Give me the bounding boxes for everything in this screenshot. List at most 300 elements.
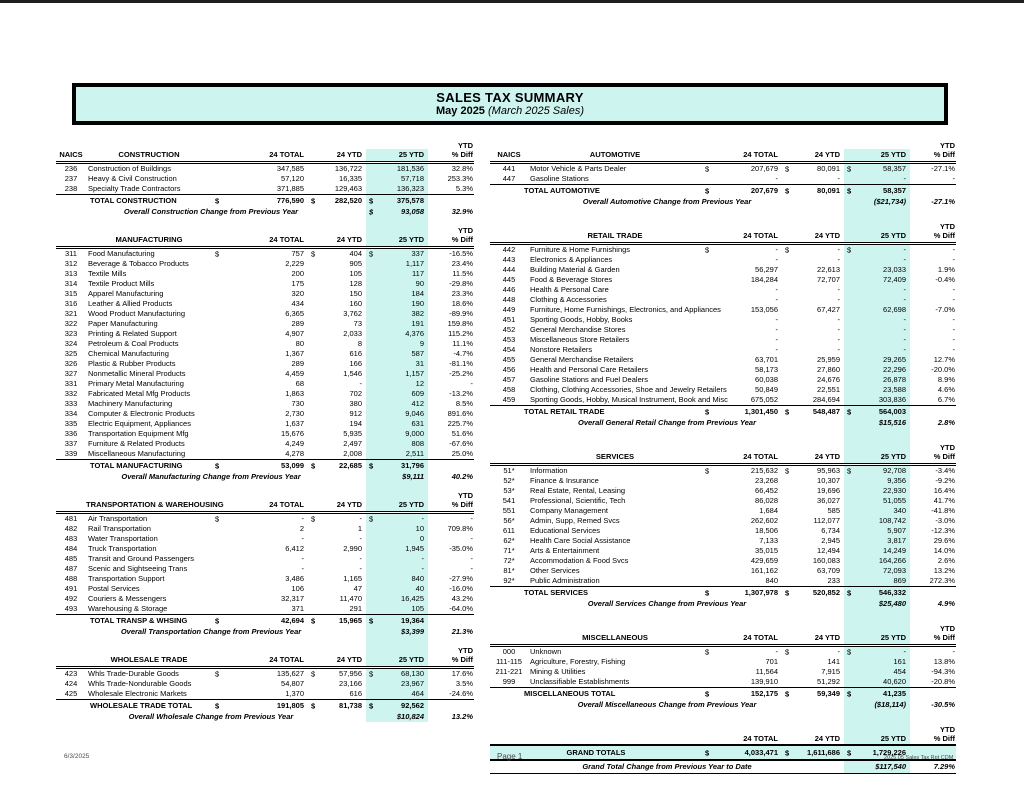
dollar-sign: $ — [215, 669, 220, 679]
value-24ytd-cell: - — [837, 174, 840, 184]
total-label-cell: WHOLESALE TRADE TOTAL — [56, 700, 212, 712]
value-25ytd-cell: $ 68,130 — [366, 668, 428, 680]
overall-change-value: $10,824 — [366, 711, 428, 722]
value-25ytd-cell: - — [366, 554, 428, 564]
col-header-24ytd: 24 YTD — [782, 230, 844, 244]
desc-cell: Building Material & Garden — [530, 265, 620, 275]
col-header-24ytd: 24 YTD — [308, 234, 366, 248]
window-top-edge — [0, 0, 1024, 3]
dollar-sign: $ — [847, 164, 852, 174]
value-24ytd-cell: 24,676 — [817, 375, 840, 385]
value-24total-cell: 23,268 — [755, 476, 778, 486]
spacer-cell — [490, 623, 844, 632]
section-title: AUTOMOTIVE — [528, 149, 702, 163]
naics-cell: 445 — [502, 275, 516, 285]
value-25ytd-cell: - — [366, 564, 428, 574]
highlight-band-cell — [366, 482, 428, 490]
pct-diff-cell: -16.0% — [449, 584, 473, 594]
section-header-row — [490, 230, 956, 244]
desc-cell: Truck Transportation — [88, 544, 157, 554]
section-title: SERVICES — [528, 451, 702, 465]
overall-change-value: ($18,114) — [844, 699, 910, 710]
total-25ytd-cell: $ 546,332 — [844, 587, 910, 599]
naics-cell: 326 — [64, 359, 78, 369]
naics-cell: 337 — [64, 439, 78, 449]
section-spacer-row — [490, 609, 956, 623]
total-24total-cell: $ 191,805 — [212, 700, 308, 712]
value-24ytd-cell: 73 — [353, 319, 362, 329]
naics-cell: 453 — [502, 335, 516, 345]
table-row — [56, 449, 474, 460]
table-row — [490, 506, 956, 516]
desc-cell: Beverage & Tobacco Products — [88, 259, 189, 269]
naics-cell: 447 — [502, 174, 516, 184]
dollar-sign: $ — [369, 669, 374, 679]
value-24ytd-cell: 12,494 — [817, 546, 840, 556]
overall-change-label: Overall Automotive Change from Previous Year — [582, 196, 752, 206]
table-row — [490, 174, 956, 185]
total-label-cell: TOTAL RETAIL TRADE — [490, 406, 702, 418]
pct-diff-cell: 272.3% — [929, 576, 955, 586]
desc-cell: Admin, Supp, Remed Svcs — [530, 516, 620, 526]
value-24ytd-cell: 912 — [349, 409, 362, 419]
dollar-sign: $ — [369, 195, 374, 205]
naics-cell: 211-221 — [495, 667, 523, 677]
table-row — [56, 419, 474, 429]
pct-diff-cell: 253.3% — [447, 174, 473, 184]
value-24ytd-cell: 585 — [827, 506, 840, 516]
table-row — [56, 248, 474, 260]
dollar-sign: $ — [847, 587, 852, 597]
value-24total-cell: 371 — [291, 604, 304, 614]
value-24ytd-cell: 10,307 — [817, 476, 840, 486]
desc-cell: Unknown — [530, 647, 562, 657]
value-24ytd-cell: 19,696 — [817, 486, 840, 496]
pct-diff-cell: 8.5% — [455, 399, 473, 409]
desc-cell: General Merchandise Retailers — [530, 355, 634, 365]
naics-cell: 455 — [502, 355, 516, 365]
value-24total-cell: 68 — [295, 379, 304, 389]
value-25ytd-cell: $ 337 — [366, 248, 428, 260]
desc-cell: Clothing & Accessories — [530, 295, 607, 305]
table-row — [56, 594, 474, 604]
value-25ytd-cell: - — [844, 174, 910, 185]
naics-cell: 492 — [64, 594, 78, 604]
value-25ytd-cell: - — [844, 285, 910, 295]
pct-diff-cell: 891.6% — [447, 409, 473, 419]
value-25ytd-cell: - — [844, 295, 910, 305]
spacer-cell — [910, 428, 956, 442]
col-header-24total: 24 TOTAL — [212, 234, 308, 248]
col-header-25ytd: 25 YTD — [844, 149, 910, 163]
pct-diff-cell: 4.6% — [937, 385, 955, 395]
dollar-sign: $ — [847, 466, 852, 476]
overall-change-pct: 32.9% — [451, 206, 473, 216]
value-24ytd-cell: 160,083 — [812, 556, 840, 566]
table-row — [56, 329, 474, 339]
value-24ytd-cell: 284,694 — [812, 395, 840, 405]
naics-column-header — [56, 654, 86, 668]
desc-cell: Unclassifiable Establishments — [530, 677, 630, 687]
pct-diff-cell: 11.5% — [452, 269, 473, 279]
value-24ytd-cell: - — [837, 325, 840, 335]
desc-cell: Other Services — [530, 566, 580, 576]
pct-diff-cell: -13.2% — [449, 389, 473, 399]
naics-cell: 484 — [64, 544, 78, 554]
table-row — [490, 285, 956, 295]
value-24ytd-cell: 47 — [353, 584, 362, 594]
pct-diff-cell: 16.4% — [933, 486, 955, 496]
total-pct-cell — [910, 406, 956, 418]
col-header-24total: 24 TOTAL — [702, 632, 782, 646]
table-row — [490, 667, 956, 677]
report-sales-period: (March 2025 Sales) — [484, 105, 584, 117]
value-24ytd-cell: 233 — [827, 576, 840, 586]
desc-cell: Miscellaneous Store Retailers — [530, 335, 630, 345]
total-pct-cell — [428, 700, 474, 712]
naics-cell: 452 — [502, 325, 516, 335]
naics-cell: 334 — [64, 409, 78, 419]
pct-diff-cell: 25.0% — [451, 449, 473, 459]
naics-cell: 448 — [502, 295, 516, 305]
pct-diff-cell: 23.4% — [451, 259, 473, 269]
spacer-cell — [490, 207, 844, 221]
spacer-cell — [56, 637, 366, 645]
naics-cell: 441 — [502, 164, 516, 174]
value-25ytd-cell: 22,930 — [844, 486, 910, 496]
pct-diff-cell: 6.7% — [937, 395, 955, 405]
table-row — [56, 379, 474, 389]
value-25ytd-cell: 51,055 — [844, 496, 910, 506]
col-header-25ytd: 25 YTD — [844, 451, 910, 465]
section-spacer-row — [56, 637, 474, 645]
col-header-24total: 24 TOTAL — [212, 499, 308, 513]
value-25ytd-cell: 808 — [366, 439, 428, 449]
table-row — [490, 677, 956, 688]
value-24total-cell: 701 — [765, 657, 778, 667]
value-24total-cell: - — [775, 174, 778, 184]
naics-cell: 311 — [65, 249, 77, 259]
value-24total-cell: 2 — [299, 524, 304, 534]
total-label-cell: TOTAL MANUFACTURING — [56, 460, 212, 472]
ytd-label-cell: YTD — [940, 140, 955, 150]
naics-cell: 451 — [502, 315, 516, 325]
desc-cell: Public Administration — [530, 576, 600, 586]
section-spacer-row — [56, 482, 474, 490]
desc-cell: Rail Transportation — [88, 524, 151, 534]
dollar-sign: $ — [705, 747, 710, 757]
value-25ytd-cell: 108,742 — [844, 516, 910, 526]
value-25ytd-cell: 10 — [366, 524, 428, 534]
value-24ytd-cell: 16,335 — [339, 174, 362, 184]
highlight-band-cell — [366, 217, 428, 225]
naics-column-header — [56, 499, 86, 513]
naics-cell: 323 — [64, 329, 78, 339]
section-title: MISCELLANEOUS — [528, 632, 702, 646]
naics-cell: 237 — [64, 174, 78, 184]
highlight-band-cell — [366, 225, 428, 234]
value-25ytd-cell: - — [844, 345, 910, 355]
desc-cell: Food Manufacturing — [88, 249, 155, 259]
pct-diff-cell: - — [470, 534, 473, 544]
value-24ytd-cell: - — [359, 554, 362, 564]
desc-cell: Accommodation & Food Svcs — [530, 556, 629, 566]
col-header-24ytd: 24 YTD — [308, 149, 366, 163]
naics-cell: 443 — [502, 255, 516, 265]
value-24ytd-cell: - — [837, 255, 840, 265]
value-24ytd-cell: - — [837, 345, 840, 355]
section-spacer-row — [490, 428, 956, 442]
table-row — [56, 668, 474, 680]
total-25ytd-cell: $ 564,003 — [844, 406, 910, 418]
pct-diff-cell: 159.8% — [447, 319, 473, 329]
total-row — [490, 587, 956, 599]
total-pct-cell — [428, 195, 474, 207]
value-25ytd-cell: 164,266 — [844, 556, 910, 566]
value-25ytd-cell: 1,117 — [366, 259, 428, 269]
pct-diff-cell: 225.7% — [447, 419, 473, 429]
grand-change-row — [490, 760, 956, 774]
value-25ytd-cell: 840 — [366, 574, 428, 584]
desc-cell: Warehousing & Storage — [88, 604, 168, 614]
dollar-sign: $ — [705, 466, 710, 476]
value-24total-cell: 320 — [291, 289, 304, 299]
total-25ytd-cell: $ 92,562 — [366, 700, 428, 712]
value-24total-cell: 675,052 — [750, 395, 778, 405]
total-24ytd-cell: $ 80,091 — [782, 185, 844, 197]
value-24total-cell: 2,229 — [285, 259, 304, 269]
total-25ytd-cell: $ 58,357 — [844, 185, 910, 197]
overall-change-value: ($21,734) — [844, 196, 910, 207]
desc-cell: Transit and Ground Passengers — [88, 554, 195, 564]
table-row — [56, 359, 474, 369]
table-row — [490, 375, 956, 385]
spacer-cell — [490, 221, 844, 230]
pct-diff-cell: 709.8% — [447, 524, 473, 534]
spacer-cell — [490, 442, 844, 451]
table-row — [490, 465, 956, 477]
naics-cell: 456 — [502, 365, 516, 375]
desc-cell: Sporting Goods, Hobby, Musical Instrument, Book and Misc — [530, 395, 728, 405]
footer-date: 6/3/2025 — [64, 753, 90, 760]
ytd-label-cell: YTD — [940, 221, 955, 231]
grand-totals-label: GRAND TOTALS — [490, 745, 702, 760]
table-row — [56, 349, 474, 359]
desc-cell: Plastic & Rubber Products — [88, 359, 176, 369]
naics-cell: 333 — [64, 399, 78, 409]
value-24ytd-cell: 905 — [349, 259, 362, 269]
value-25ytd-cell: 869 — [844, 576, 910, 587]
total-row — [56, 195, 474, 207]
value-24total-cell: 1,684 — [759, 506, 778, 516]
value-24total-cell: - — [775, 285, 778, 295]
overall-change-pct: 13.2% — [451, 711, 473, 721]
pct-diff-cell: -25.2% — [449, 369, 473, 379]
table-row — [56, 309, 474, 319]
naics-cell: 315 — [64, 289, 78, 299]
dollar-sign: $ — [847, 245, 852, 255]
pct-diff-cell: -24.6% — [449, 689, 473, 699]
naics-cell: 425 — [64, 689, 78, 699]
footer-page-number: Page 1 — [497, 752, 523, 761]
col-header-24ytd: 24 YTD — [782, 149, 844, 163]
dollar-sign: $ — [369, 206, 374, 216]
pct-diff-cell: 29.6% — [933, 536, 955, 546]
desc-cell: Professional, Scientific, Tech — [530, 496, 626, 506]
desc-cell: Apparel Manufacturing — [88, 289, 164, 299]
dollar-sign: $ — [311, 249, 316, 259]
desc-cell: Furniture & Related Products — [88, 439, 185, 449]
desc-cell: Clothing, Clothing Accessories, Shoe and Jewelry Retailers — [530, 385, 727, 395]
value-24total-cell: 56,297 — [755, 265, 778, 275]
value-25ytd-cell: 5,907 — [844, 526, 910, 536]
col-header-24ytd: 24 YTD — [308, 654, 366, 668]
spacer-cell — [490, 609, 844, 623]
value-24ytd-cell: $ - — [785, 245, 840, 255]
overall-change-pct: 2.8% — [937, 417, 955, 427]
highlight-band-cell — [844, 428, 910, 442]
overall-change-label: Overall Manufacturing Change from Previous Year — [121, 471, 301, 481]
table-row — [490, 355, 956, 365]
value-24total-cell: 11,564 — [755, 667, 778, 677]
desc-cell: Health and Personal Care Retailers — [530, 365, 648, 375]
value-24total-cell: 184,284 — [750, 275, 778, 285]
value-24total-cell: 1,637 — [285, 419, 304, 429]
dollar-sign: $ — [311, 700, 316, 710]
pct-diff-cell: -4.7% — [453, 349, 473, 359]
total-label-cell: TOTAL TRANSP & WHSING — [56, 615, 212, 627]
naics-cell: 423 — [64, 669, 78, 679]
naics-cell: 81* — [503, 566, 515, 576]
value-24total-cell: 4,459 — [285, 369, 304, 379]
naics-cell: 236 — [64, 164, 78, 174]
value-25ytd-cell: 12 — [366, 379, 428, 389]
value-24total-cell: 200 — [291, 269, 304, 279]
naics-cell: 331 — [64, 379, 78, 389]
value-25ytd-cell: 609 — [366, 389, 428, 399]
naics-cell: 487 — [64, 564, 78, 574]
value-24total-cell: 80 — [295, 339, 304, 349]
left-summary-table — [56, 140, 474, 722]
naics-cell: 444 — [502, 265, 516, 275]
desc-cell: Nonstore Retailers — [530, 345, 593, 355]
total-25ytd-cell: $ 19,364 — [366, 615, 428, 627]
spacer-cell — [428, 637, 474, 645]
value-25ytd-cell: $ - — [844, 244, 910, 256]
value-25ytd-cell: 31 — [366, 359, 428, 369]
col-header-24ytd: 24 YTD — [782, 632, 844, 646]
dollar-sign: $ — [215, 195, 220, 205]
value-24total-cell: - — [301, 564, 304, 574]
value-24ytd-cell: 2,990 — [343, 544, 362, 554]
value-25ytd-cell: 62,698 — [844, 305, 910, 315]
section-header-row — [56, 234, 474, 248]
value-25ytd-cell: 9,356 — [844, 476, 910, 486]
col-header-25ytd: 25 YTD — [844, 230, 910, 244]
overall-change-value: $9,111 — [366, 471, 428, 482]
value-25ytd-cell: - — [844, 315, 910, 325]
grand-col-header-24ytd: 24 YTD — [782, 733, 844, 745]
total-24total-cell: $ 53,099 — [212, 460, 308, 472]
overall-change-row — [490, 196, 956, 207]
pct-diff-cell: - — [952, 285, 955, 295]
pct-diff-cell: -35.0% — [449, 544, 473, 554]
overall-change-pct: -27.1% — [931, 196, 955, 206]
grand-col-header-24total: 24 TOTAL — [702, 733, 782, 745]
total-pct-cell — [910, 185, 956, 197]
desc-cell: Computer & Electronic Products — [88, 409, 195, 419]
desc-cell: Whls Trade-Nondurable Goods — [88, 679, 192, 689]
desc-cell: Food & Beverage Stores — [530, 275, 613, 285]
desc-cell: Postal Services — [88, 584, 140, 594]
desc-cell: Chemical Manufacturing — [88, 349, 169, 359]
value-24ytd-cell: 3,762 — [343, 309, 362, 319]
overall-change-pct: 21.3% — [451, 626, 473, 636]
highlight-band-cell — [366, 490, 428, 499]
value-25ytd-cell: 23,967 — [366, 679, 428, 689]
total-label-cell: TOTAL AUTOMOTIVE — [490, 185, 702, 197]
value-24total-cell: 289 — [291, 319, 304, 329]
pct-diff-cell: - — [952, 315, 955, 325]
table-row — [56, 184, 474, 195]
value-25ytd-cell: 29,265 — [844, 355, 910, 365]
pct-diff-cell: - — [952, 335, 955, 345]
col-header-25ytd: 25 YTD — [366, 499, 428, 513]
section-header-row — [490, 451, 956, 465]
spacer-cell — [490, 140, 844, 149]
desc-cell: Water Transportation — [88, 534, 158, 544]
table-row — [490, 265, 956, 275]
dollar-sign: $ — [785, 587, 790, 597]
grand-header-empty — [490, 733, 702, 745]
pct-diff-cell: 12.7% — [933, 355, 955, 365]
dollar-sign: $ — [369, 460, 374, 470]
table-row — [56, 299, 474, 309]
pct-diff-cell: -41.8% — [931, 506, 955, 516]
pct-diff-cell: 41.7% — [933, 496, 955, 506]
desc-cell: Sporting Goods, Hobby, Books — [530, 315, 633, 325]
table-row — [490, 536, 956, 546]
table-row — [490, 546, 956, 556]
table-row — [56, 399, 474, 409]
value-24ytd-cell: 23,166 — [339, 679, 362, 689]
overall-change-row — [490, 417, 956, 428]
report-month: May 2025 — [436, 105, 485, 117]
dollar-sign: $ — [705, 185, 710, 195]
naics-cell: 71* — [503, 546, 515, 556]
pct-diff-cell: -0.4% — [935, 275, 955, 285]
total-24ytd-cell: $ 520,852 — [782, 587, 844, 599]
spacer-cell — [56, 490, 366, 499]
ytd-label-row — [490, 724, 956, 733]
value-25ytd-cell: - — [844, 335, 910, 345]
value-24total-cell: $ 757 — [215, 249, 304, 259]
desc-cell: Information — [530, 466, 568, 476]
value-24total-cell: - — [775, 295, 778, 305]
naics-cell: 491 — [64, 584, 78, 594]
table-row — [490, 365, 956, 375]
table-row — [56, 389, 474, 399]
naics-cell: 551 — [502, 506, 516, 516]
col-header-pct-diff: % Diff — [910, 149, 956, 163]
table-row — [56, 163, 474, 175]
grand-change-pct: 7.29% — [910, 760, 956, 774]
total-pct-cell — [428, 460, 474, 472]
grand-header-row — [490, 733, 956, 745]
grand-change-label: Grand Total Change from Previous Year to Date — [490, 760, 844, 774]
desc-cell: Paper Manufacturing — [88, 319, 158, 329]
dollar-sign: $ — [705, 245, 710, 255]
